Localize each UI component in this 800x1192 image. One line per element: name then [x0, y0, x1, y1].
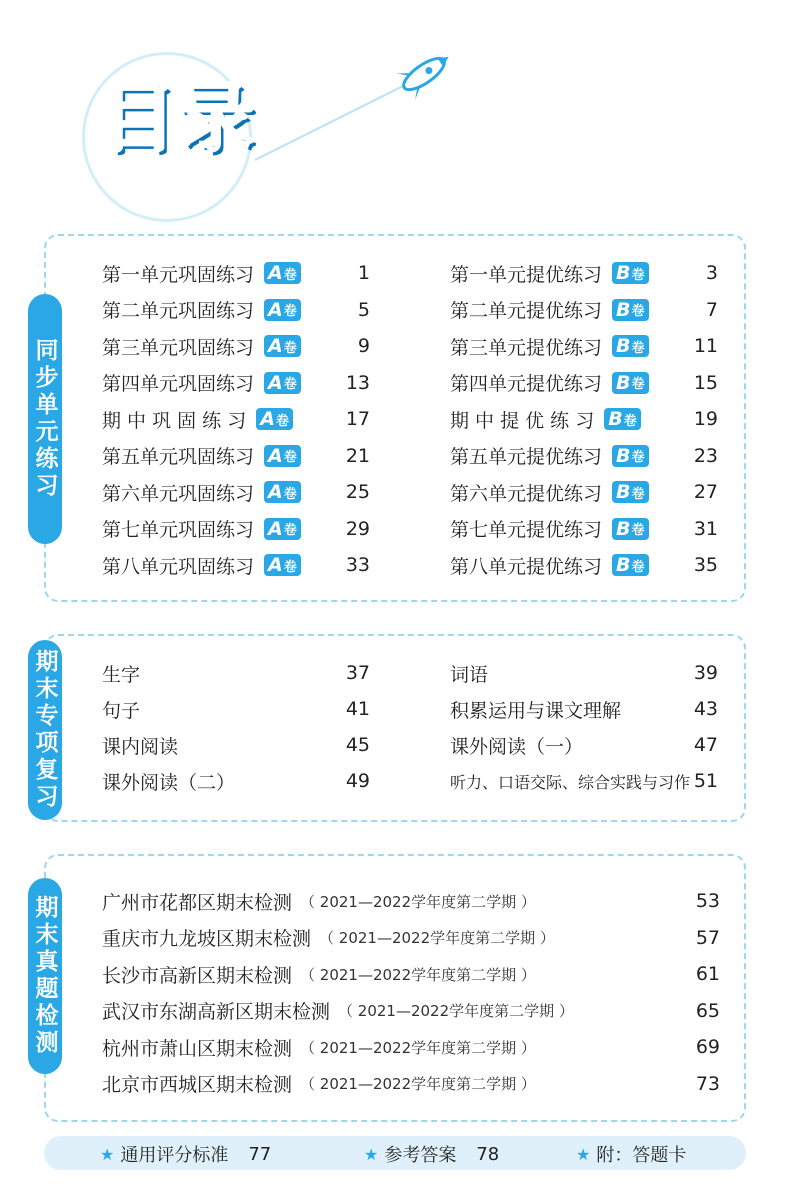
toc-entry-label: 长沙市高新区期末检测 — [102, 964, 293, 987]
toc-entry[interactable] — [450, 368, 718, 398]
badge-suffix: 卷 — [631, 486, 645, 502]
paper-badge — [604, 408, 641, 430]
badge-letter: A — [268, 554, 283, 576]
section-tab-label: 期末专项复习 — [31, 649, 58, 811]
page-number: 69 — [695, 1036, 720, 1058]
badge-letter: B — [616, 371, 631, 394]
toc-entry[interactable] — [450, 658, 718, 688]
section-final-exams — [31, 854, 746, 1122]
paper-badge — [612, 518, 649, 540]
footer-item-answers[interactable]: ★ 参考答案 78 — [364, 1143, 500, 1166]
toc-entry-label: 第八单元巩固练习 — [102, 555, 255, 578]
toc-entry-label: 第一单元提优练习 — [450, 263, 603, 286]
toc-entry[interactable] — [102, 477, 370, 507]
toc-entry[interactable] — [102, 886, 720, 916]
section-tab-label: 同步单元练习 — [31, 338, 58, 500]
toc-entry-label: 第五单元巩固练习 — [102, 446, 255, 468]
badge-letter: A — [268, 262, 283, 284]
paper-badge — [264, 518, 301, 540]
page-number: 19 — [693, 408, 718, 430]
toc-entry-label: 第四单元巩固练习 — [102, 373, 255, 395]
toc-entry-label: 北京市西城区期末检测 — [102, 1074, 293, 1096]
paper-badge — [264, 372, 301, 394]
paper-badge — [612, 554, 649, 576]
toc-entry-label: 句子 — [102, 699, 141, 722]
toc-entry[interactable] — [102, 404, 370, 434]
page-number: 33 — [345, 554, 370, 576]
page-number: 7 — [705, 298, 718, 321]
paper-badge — [264, 445, 301, 467]
badge-letter: A — [260, 408, 275, 430]
section-tab-sync — [28, 294, 62, 544]
toc-entry[interactable] — [102, 658, 370, 688]
toc-entry[interactable] — [450, 441, 718, 471]
page-number: 37 — [345, 662, 370, 684]
paper-badge — [612, 445, 649, 467]
toc-entry[interactable] — [102, 295, 370, 325]
badge-letter: B — [616, 298, 631, 321]
page-number: 57 — [695, 926, 720, 949]
page-number: 47 — [693, 734, 718, 756]
toc-entry-note: （ 2021—2022学年度第二学期 ） — [319, 929, 555, 947]
toc-entry-label: 听力、口语交际、综合实践与习作 — [450, 772, 691, 792]
page-number: 49 — [345, 770, 370, 792]
paper-badge — [612, 299, 649, 321]
toc-entry-label: 第六单元提优练习 — [450, 482, 603, 505]
toc-entry-label: 第二单元巩固练习 — [102, 300, 255, 322]
toc-entry[interactable] — [102, 331, 370, 361]
toc-entry-label: 期 中 巩 固 练 习 — [102, 409, 247, 432]
section-tab-review — [28, 640, 62, 820]
toc-entry-label: 课外阅读（二） — [102, 771, 236, 794]
paper-badge — [612, 481, 649, 503]
page-number: 3 — [705, 262, 718, 284]
badge-suffix: 卷 — [283, 486, 297, 502]
page-number: 21 — [345, 444, 370, 467]
paper-badge — [264, 481, 301, 503]
footer-item-scoring[interactable]: ★ 通用评分标准 77 — [100, 1143, 272, 1166]
toc-entry[interactable] — [102, 959, 720, 989]
page-number: 11 — [693, 335, 718, 357]
badge-suffix: 卷 — [631, 450, 645, 465]
toc-entry-label: 杭州市萧山区期末检测 — [102, 1037, 293, 1060]
toc-entry-label: 生字 — [102, 663, 141, 686]
toc-entry[interactable] — [102, 368, 370, 398]
badge-suffix: 卷 — [283, 450, 297, 465]
toc-entry[interactable] — [102, 766, 370, 796]
toc-entry-note: （ 2021—2022学年度第二学期 ） — [300, 1038, 536, 1057]
toc-entry-label: 第二单元提优练习 — [450, 300, 603, 322]
toc-entry[interactable] — [102, 550, 370, 580]
toc-entry[interactable] — [102, 258, 370, 288]
paper-badge — [612, 335, 649, 357]
toc-entry[interactable] — [450, 766, 718, 796]
toc-entry[interactable] — [450, 477, 718, 507]
page-number: 9 — [357, 335, 370, 357]
page-number: 29 — [345, 517, 370, 540]
page-number: 15 — [693, 371, 718, 394]
page-number: 25 — [345, 481, 370, 503]
toc-entry-note: （ 2021—2022学年度第二学期 ） — [300, 892, 536, 911]
toc-entry[interactable] — [102, 514, 370, 544]
badge-letter: A — [268, 517, 283, 540]
toc-entry-label: 课外阅读（一） — [450, 735, 584, 758]
badge-letter: B — [616, 262, 631, 284]
page-number: 65 — [695, 999, 720, 1022]
page-number: 5 — [357, 298, 370, 321]
page-number: 35 — [693, 554, 718, 576]
badge-suffix: 卷 — [623, 413, 637, 429]
page-number: 41 — [345, 698, 370, 720]
toc-entry[interactable] — [102, 923, 720, 953]
toc-entry-note: （ 2021—2022学年度第二学期 ） — [300, 1075, 536, 1093]
toc-entry[interactable] — [450, 514, 718, 544]
footer-bar — [44, 1136, 746, 1170]
toc-entry[interactable] — [102, 441, 370, 471]
toc-entry-label: 第七单元提优练习 — [450, 519, 603, 541]
rocket-icon — [395, 44, 458, 101]
paper-badge — [256, 408, 293, 430]
badge-suffix: 卷 — [283, 340, 297, 356]
page-number: 43 — [693, 698, 718, 720]
rocket-trail-line — [255, 85, 405, 160]
toc-entry[interactable] — [102, 1032, 720, 1062]
badge-letter: A — [268, 481, 283, 503]
page-number: 51 — [693, 770, 718, 792]
star-icon: ★ — [576, 1144, 591, 1164]
page-number: 1 — [357, 262, 370, 284]
page-number: 53 — [695, 890, 720, 912]
toc-entry[interactable] — [450, 331, 718, 361]
badge-suffix: 卷 — [283, 523, 297, 538]
badge-suffix: 卷 — [631, 304, 645, 319]
page-number: 45 — [345, 734, 370, 756]
badge-letter: A — [268, 371, 283, 394]
toc-entry[interactable] — [450, 550, 718, 580]
badge-suffix: 卷 — [283, 267, 297, 283]
toc-entry-label: 第三单元提优练习 — [450, 336, 603, 359]
page-number: 31 — [693, 517, 718, 540]
badge-letter: B — [616, 481, 631, 503]
badge-suffix: 卷 — [283, 559, 297, 575]
paper-badge — [612, 262, 649, 284]
badge-letter: A — [268, 298, 283, 321]
section-sync-practice — [31, 234, 746, 602]
page-number: 23 — [693, 444, 718, 467]
toc-entry-label: 第八单元提优练习 — [450, 555, 603, 578]
toc-entry-label: 重庆市九龙坡区期末检测 — [102, 928, 312, 950]
toc-entry-note: （ 2021—2022学年度第二学期 ） — [300, 965, 536, 984]
toc-entry-label: 课内阅读 — [102, 735, 179, 758]
toc-entry-note: （ 2021—2022学年度第二学期 ） — [338, 1002, 574, 1020]
section-final-review — [31, 634, 746, 822]
toc-entry-label: 期 中 提 优 练 习 — [450, 409, 595, 432]
toc-entry[interactable] — [450, 295, 718, 325]
paper-badge — [264, 335, 301, 357]
page-number: 73 — [695, 1072, 720, 1095]
toc-entry-label: 积累运用与课文理解 — [450, 699, 622, 722]
section-tab-exams — [28, 878, 62, 1074]
toc-entry[interactable] — [102, 694, 370, 724]
badge-letter: A — [268, 335, 283, 357]
toc-entry[interactable] — [102, 996, 720, 1026]
toc-entry[interactable] — [450, 694, 718, 724]
page-number: 39 — [693, 662, 718, 684]
toc-entry[interactable] — [102, 1069, 720, 1099]
star-icon: ★ — [100, 1144, 115, 1164]
badge-letter: B — [616, 517, 631, 540]
footer-item-answer-sheet[interactable]: ★ 附：答题卡 — [576, 1144, 687, 1166]
badge-suffix: 卷 — [631, 340, 645, 356]
page-number: 17 — [345, 408, 370, 430]
badge-letter: B — [616, 554, 631, 576]
toc-entry[interactable] — [450, 730, 718, 760]
paper-badge — [264, 299, 301, 321]
badge-letter: B — [616, 444, 631, 467]
toc-entry-label: 词语 — [450, 663, 489, 686]
paper-badge — [612, 372, 649, 394]
badge-suffix: 卷 — [283, 304, 297, 319]
paper-badge — [264, 554, 301, 576]
badge-suffix: 卷 — [631, 267, 645, 283]
page-number: 61 — [695, 963, 720, 985]
page-number: 13 — [345, 371, 370, 394]
toc-entry-label: 武汉市东湖高新区期末检测 — [102, 1001, 331, 1023]
toc-entry-label: 第四单元提优练习 — [450, 373, 603, 395]
badge-letter: A — [268, 444, 283, 467]
badge-suffix: 卷 — [631, 377, 645, 392]
badge-letter: B — [616, 335, 631, 357]
badge-suffix: 卷 — [283, 377, 297, 392]
toc-entry-label: 第六单元巩固练习 — [102, 482, 255, 505]
star-icon: ★ — [364, 1144, 379, 1164]
badge-suffix: 卷 — [631, 559, 645, 575]
toc-entry-label: 第三单元巩固练习 — [102, 336, 255, 359]
section-tab-label: 期末真题检测 — [31, 895, 58, 1057]
toc-entry-label: 第一单元巩固练习 — [102, 263, 255, 286]
toc-entry[interactable] — [450, 258, 718, 288]
badge-letter: B — [608, 408, 623, 430]
toc-entry[interactable] — [102, 730, 370, 760]
page-title: 目录 — [100, 73, 256, 162]
toc-entry-label: 第五单元提优练习 — [450, 446, 603, 468]
toc-entry-label: 第七单元巩固练习 — [102, 519, 255, 541]
paper-badge — [264, 262, 301, 284]
badge-suffix: 卷 — [275, 413, 289, 429]
page-number: 27 — [693, 481, 718, 503]
toc-entry-label: 广州市花都区期末检测 — [102, 891, 293, 914]
badge-suffix: 卷 — [631, 523, 645, 538]
toc-entry[interactable] — [450, 404, 718, 434]
